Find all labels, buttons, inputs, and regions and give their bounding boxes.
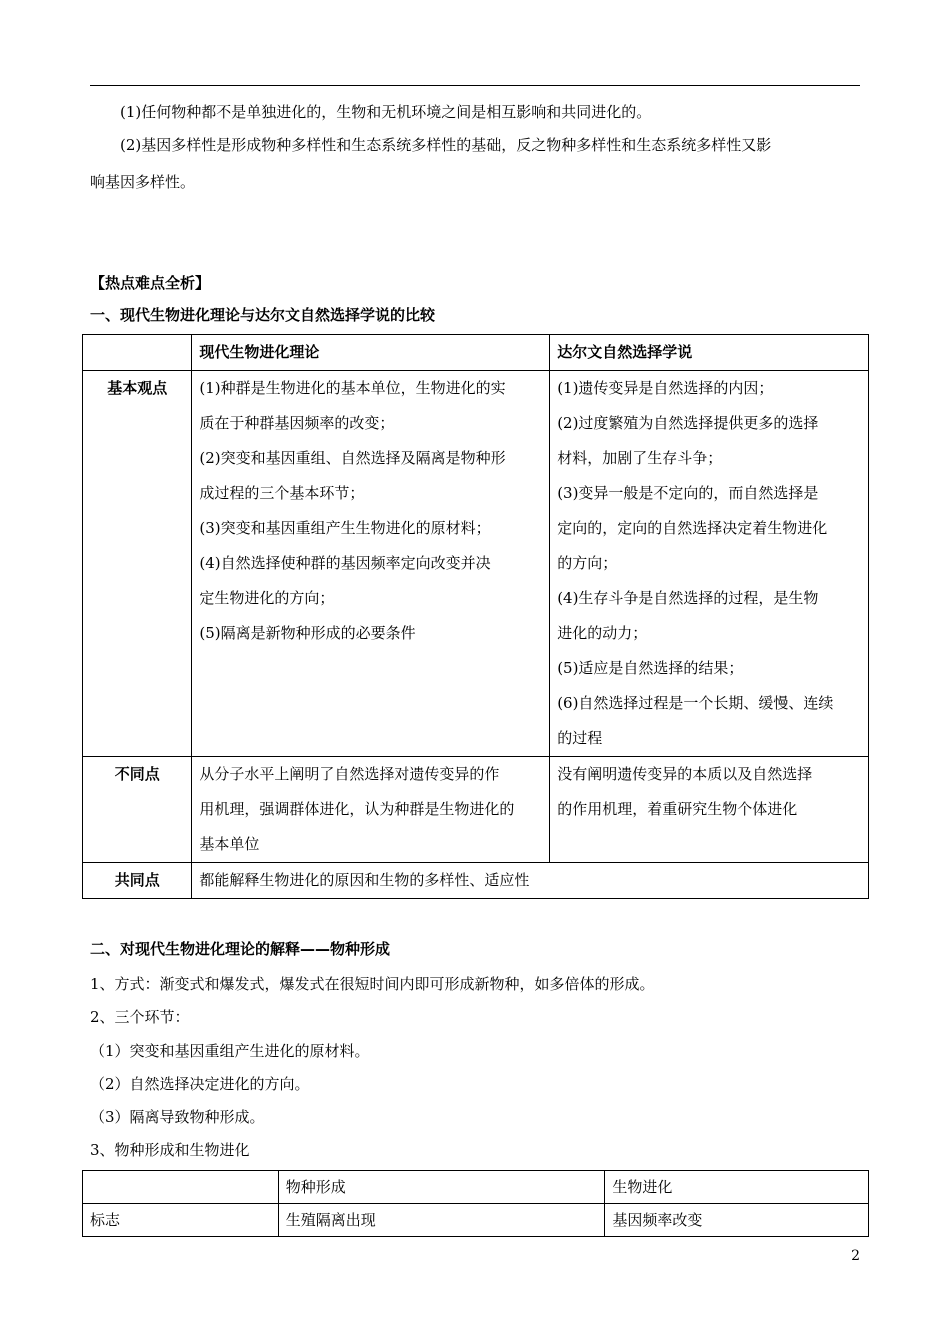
text-line: (4)生存斗争是自然选择的过程，是生物 <box>557 589 819 607</box>
row-label-basic: 基本观点 <box>83 371 192 757</box>
table-row <box>83 371 869 757</box>
text-line: (5)适应是自然选择的结果； <box>557 659 744 677</box>
text-line: 定向的，定向的自然选择决定着生物进化 <box>557 519 828 537</box>
table-corner-cell <box>83 335 192 371</box>
row-label-sign: 标志 <box>83 1204 279 1237</box>
cell-basic-darwin <box>550 371 869 757</box>
row-label-difference: 不同点 <box>83 757 192 863</box>
text-line: (1)种群是生物进化的基本单位，生物进化的实 <box>199 379 506 397</box>
table-row <box>83 1204 869 1237</box>
point-mode: 1、方式：渐变式和爆发式，爆发式在很短时间内即可形成新物种，如多倍体的形成。 <box>90 975 655 993</box>
cell-difference-darwin <box>550 757 869 863</box>
text-line: 的作用机理，着重研究生物个体进化 <box>557 800 798 818</box>
intro-paragraph-2-cont: 响基因多样性。 <box>90 173 196 191</box>
text-line: (2)突变和基因重组、自然选择及隔离是物种形 <box>199 449 506 467</box>
text-line: 没有阐明遗传变异的本质以及自然选择 <box>557 765 813 783</box>
cell-difference-modern <box>192 757 550 863</box>
row-label-common: 共同点 <box>83 863 192 899</box>
intro-paragraph-2: (2)基因多样性是形成物种多样性和生态系统多样性的基础，反之物种多样性和生态系统多样性又影 <box>120 136 772 154</box>
table-row <box>83 757 869 863</box>
comparison-table <box>82 334 869 899</box>
text-line: 从分子水平上阐明了自然选择对遗传变异的作 <box>199 765 500 783</box>
col-species-header: 物种形成 <box>278 1171 605 1204</box>
sub-point-1: （1）突变和基因重组产生进化的原材料。 <box>90 1042 370 1060</box>
text-line: 的过程 <box>557 729 603 747</box>
heading-speciation: 二、对现代生物进化理论的解释——物种形成 <box>90 940 391 958</box>
cell-common: 都能解释生物进化的原因和生物的多样性、适应性 <box>192 863 869 899</box>
table-row <box>83 863 869 899</box>
text-line: (5)隔离是新物种形成的必要条件 <box>199 624 416 642</box>
text-line: (1)遗传变异是自然选择的内因； <box>557 379 774 397</box>
table-header-row <box>83 335 869 371</box>
text-line: (6)自然选择过程是一个长期、缓慢、连续 <box>557 694 834 712</box>
heading-comparison: 一、现代生物进化理论与达尔文自然选择学说的比较 <box>90 306 436 324</box>
text-line: (2)过度繁殖为自然选择提供更多的选择 <box>557 414 819 432</box>
text-line: (3)变异一般是不定向的，而自然选择是 <box>557 484 819 502</box>
table-corner-cell <box>83 1171 279 1204</box>
point-three-steps: 2、三个环节： <box>90 1008 190 1026</box>
intro-paragraph-1: (1)任何物种都不是单独进化的，生物和无机环境之间是相互影响和共同进化的。 <box>120 103 652 121</box>
page-number: 2 <box>851 1248 860 1264</box>
sub-point-3: （3）隔离导致物种形成。 <box>90 1108 265 1126</box>
cell-sign-evolution: 基因频率改变 <box>605 1204 869 1237</box>
text-line: 定生物进化的方向； <box>199 589 335 607</box>
text-line: 成过程的三个基本环节； <box>199 484 365 502</box>
col-evolution-header: 生物进化 <box>605 1171 869 1204</box>
cell-sign-species: 生殖隔离出现 <box>278 1204 605 1237</box>
col-modern-header: 现代生物进化理论 <box>192 335 550 371</box>
text-line: (4)自然选择使种群的基因频率定向改变并决 <box>199 554 491 572</box>
text-line: 材料，加剧了生存斗争； <box>557 449 723 467</box>
text-line: (3)突变和基因重组产生生物进化的原材料； <box>199 519 491 537</box>
text-line: 的方向； <box>557 554 618 572</box>
speciation-table <box>82 1170 869 1237</box>
text-line: 基本单位 <box>199 835 260 853</box>
text-line: 用机理，强调群体进化，认为种群是生物进化的 <box>199 800 515 818</box>
section-hot-title: 【热点难点全析】 <box>90 274 211 292</box>
cell-basic-modern <box>192 371 550 757</box>
point-species-evolution: 3、物种形成和生物进化 <box>90 1141 250 1159</box>
sub-point-2: （2）自然选择决定进化的方向。 <box>90 1075 310 1093</box>
table-header-row <box>83 1171 869 1204</box>
col-darwin-header: 达尔文自然选择学说 <box>550 335 869 371</box>
text-line: 进化的动力； <box>557 624 648 642</box>
text-line: 质在于种群基因频率的改变； <box>199 414 395 432</box>
header-rule <box>90 85 860 86</box>
